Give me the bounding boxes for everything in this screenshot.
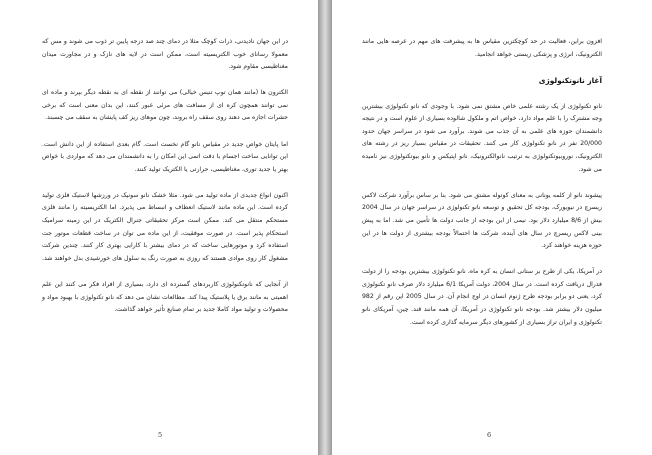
paragraph: الکترون ها (مانند همان توپ تنیس خیالی) می توانند از نقطه ای به نقطه دیگر بپرند و ماده ای نمی توانند همچون کره ای از مسافت های مرئی عبور کنند، این بدان معنی است که برخی حشرات اجازه می دهند روی سقف راه بروند، چون موهای ریز کف پایشان به سقف می چسبند. — [42, 89, 288, 122]
paragraph: در این جهان نادیدنی، ذرات کوچک مثلا در دمای چند صد درجه پایین تر ذوب می شوند و مس که معمولا رسانای خوب الکتریسیته است، ممکن است در لایه های نازک و در مجاورت میدان مغناطیسی مقاوم شود. — [42, 38, 288, 71]
left-page-body — [42, 36, 288, 330]
right-page — [332, 0, 652, 455]
paragraph: از آنجایی که نانوتکنولوژی کاربردهای گسترده ای دارد، بسیاری از افراد فکر می کنند این علم اهمیتی به مانند برق یا پلاستیک پیدا کند. مطالعات نشان می دهد که نانو تکنولوژی با بهبود مواد و محصولات و تولید مواد کاملا جدید بر تمام صنایع تأثیر خواهد گذاشت. — [42, 280, 288, 314]
paragraph: در آمریکا، یکی از طرح بر ستانی انسان به کره ماه، نانو تکنولوژی بیشترین بودجه را از دولت فدرال دریافت کرده است. در سال 2004، دولت آمریکا 6/1 میلیارد دلار صرف نانو تکنولوژی کرد، یعنی دو برابر بودجه طرح ژنوم انسان در اوج انجام آن. در سال 2005 این رقم از 982 میلیون دلار بیشتر شد. بودجه نانو تکنولوژی در آمریکا، آن همه مانند قند. چین، آمریکای نانو تکنولوژی و ایران تراز بسیاری از کشورهای دیگر سرمایه گذاری کرده است. — [362, 268, 602, 326]
book-gutter — [318, 0, 332, 455]
right-page-body — [362, 36, 602, 343]
section-heading: آغاز نانوتکنولوژی — [538, 75, 602, 85]
page-number: 5 — [158, 431, 163, 439]
left-page — [0, 0, 318, 455]
paragraph: اما پایتان خواص جدید در مقیاس نانو گام نخست است. گام بعدی استفاده از این دانش است. این توانایی ساخت اجسام با دقت اتمی این امکان را به دانشمندان می دهد که مواردی با خواص بهتر یا جدید توری، مغناطیسی، حرارتی یا الکتریک تولید کنند. — [42, 140, 288, 173]
paragraph: نانو تکنولوژی از یک رشته علمی خاص مشتق نمی شود. با وجودی که نانو تکنولوژی بیشترین وجه مشترک را با علم مواد دارد، خواص اتم و ملکول شالوده بسیاری از علوم است و در نتیجه دانشمندان حوزه های علمی به آن جذب می شوند. برآورد می شود در سراسر جهان حدود 20/000 نفر در نانو تکنولوژی کار می کنند. تحقیقات در مقیاس بسیار ریز در رشته های الکترونیک، نوروبیوتکنولوژی به ترتیب نانوالکترونیک، نانو اپتیکس و نانو بیوتکنولوژی نیز نامیده می شود. — [362, 102, 602, 173]
paragraph: اکنون انواع جدیدی از ماده تولید می شود. مثلا خشک نانو سونیک در ورزشها لاستیک فلزی تولید کرده است. این ماده مانند لاستیک انعطاف و انبساط می پذیرد. اما الکتریسیته را مانند فلزی مستحکم منتقل می کند. ممکن است مرکز تحقیقاتی جنرال الکتریک در این زمینه سرامیک استحکام پذیر است. در صورت موفقیت، از این ماده می توان در ساخت قطعات موتور جت استفاده کرد و موتورهایی ساخت که در دمای بیشتر با کارایی بهتری کار کنند. چندین شرکت مشغول کار روی موادی هستند که روزی به صورت رنگ به سلول های خورشیدی بدل خواهند شد. — [42, 191, 288, 262]
page-number: 6 — [487, 431, 492, 439]
intro-paragraph: افزون براین، فعالیت در حد کوچکترین مقیاس ها به پیشرفت های مهم در عرصه هایی مانند الکترونیک، انرژی و پزشکی زیستی خواهد انجامید. — [362, 38, 602, 58]
paragraph: پیشوند نانو از کلمه یونانی به معنای کوتوله مشتق می شود. بنا بر ساس برآورد شرکت لاکس ریسرچ در نیویورک، بودجه کل تحقیق و توسعه نانو تکنولوژی در سراسر جهان در سال 2004 بیش از 8/6 میلیارد دلار بود. نیمی از این بودجه از جانب دولت ها تأمین می شد. اما به پیش بینی لاکس ریسرچ در سال های آینده، شرکت ها احتمالاً بودجه بیشتری از دولت ها در این حوزه هزینه خواهند کرد. — [362, 191, 602, 250]
